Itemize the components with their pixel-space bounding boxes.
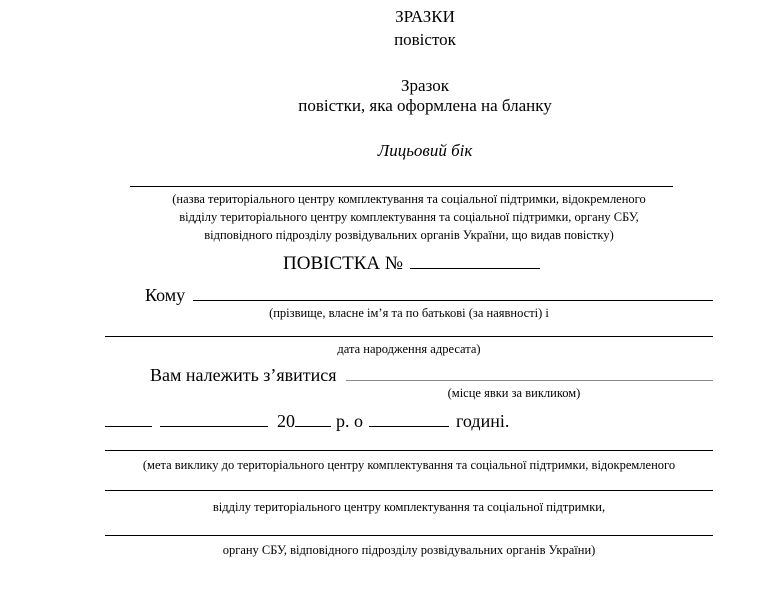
appearance-place-caption: (місце явки за викликом) — [447, 386, 581, 400]
issuer-caption-line-1: (назва територіального центру комплектування та соціальної підтримки, відокремленого — [172, 192, 646, 206]
datetime-hour-blank — [369, 426, 449, 427]
purpose-blank-line-3 — [105, 535, 713, 536]
addressee-name-caption: (прізвище, власне ім’я та по батькові (за наявності) і — [269, 306, 549, 320]
purpose-blank-line-1 — [105, 450, 713, 451]
addressee-name-blank — [193, 281, 713, 301]
doc-title-line-2: повісток — [394, 30, 456, 49]
issuer-caption-line-2: відділу територіального центру комплектування та соціальної підтримки, органу СБУ, — [179, 210, 639, 224]
purpose-blank-line-2 — [105, 490, 713, 491]
appearance-row — [150, 361, 713, 386]
issuer-name-blank-line — [130, 186, 673, 187]
sample-title-line-1: Зразок — [401, 76, 449, 95]
appearance-label: Вам належить з’явитися — [150, 364, 337, 385]
doc-title-line-1: ЗРАЗКИ — [395, 7, 455, 26]
sample-title-line-2: повістки, яка оформлена на бланку — [298, 96, 552, 115]
datetime-month-blank — [160, 426, 268, 427]
datetime-day-blank — [105, 426, 152, 427]
datetime-year-prefix: 20 — [277, 411, 295, 431]
purpose-caption-line-1: (мета виклику до територіального центру комплектування та соціальної підтримки, відокремленого — [142, 458, 676, 472]
summons-number-label: ПОВІСТКА № — [283, 253, 403, 274]
datetime-row — [105, 410, 509, 432]
issuer-caption-line-3: відповідного підрозділу розвідувальних органів України, що видав повістку) — [204, 228, 614, 242]
datetime-year-blank — [295, 426, 331, 427]
addressee-birthdate-caption: дата народження адресата) — [337, 342, 481, 356]
datetime-ro-text: р. о — [336, 411, 363, 431]
appearance-place-blank — [346, 361, 713, 381]
addressee-birthdate-blank-line — [105, 336, 713, 337]
purpose-caption-line-2: відділу територіального центру комплектування та соціальної підтримки, — [212, 500, 606, 514]
addressee-row — [145, 281, 713, 306]
summons-number-blank — [410, 268, 540, 269]
front-side-label: Лицьовий бік — [377, 141, 473, 160]
summons-number-row — [283, 252, 540, 275]
datetime-hour-suffix: годині. — [456, 411, 510, 431]
addressee-to-label: Кому — [145, 284, 186, 305]
purpose-caption-line-3: органу СБУ, відповідного підрозділу розвідувальних органів України) — [222, 543, 596, 557]
